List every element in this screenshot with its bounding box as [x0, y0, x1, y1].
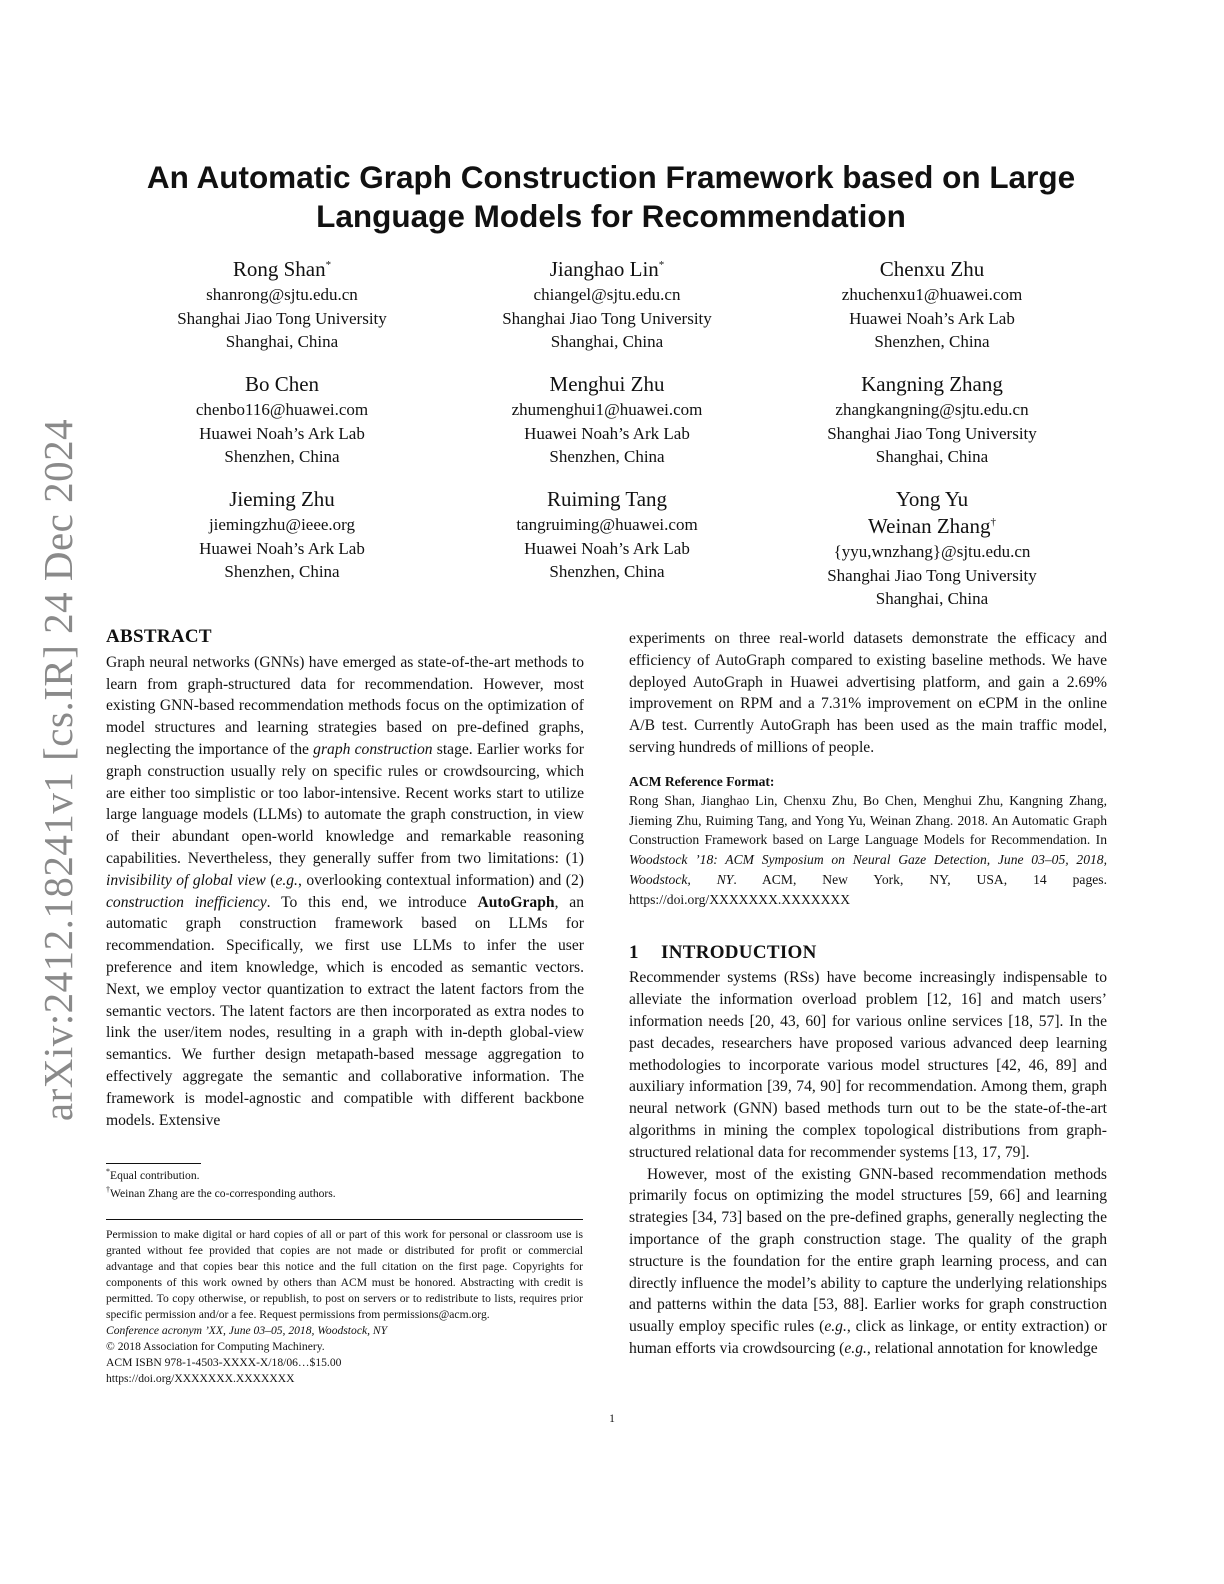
- arxiv-sidebar-stamp: [28, 418, 88, 1122]
- author-block: [442, 371, 772, 469]
- page-number: 1: [609, 1412, 615, 1425]
- author-location: Shanghai, China: [225, 332, 339, 351]
- footnote: †Weinan Zhang are the co-corresponding authors.: [106, 1185, 336, 1200]
- right-column: [629, 628, 1107, 1360]
- footnotes: [106, 1163, 584, 1204]
- author-location: Shenzhen, China: [549, 447, 665, 466]
- author-block: [117, 371, 447, 469]
- author-name: Jieming Zhu: [229, 487, 335, 511]
- author-name: Kangning Zhang: [861, 372, 1003, 396]
- author-email: {yyu,wnzhang}@sjtu.edu.cn: [833, 542, 1031, 561]
- introduction-heading: 1 INTRODUCTION: [629, 941, 817, 963]
- author-location: Shenzhen, China: [874, 332, 990, 351]
- author-block: [117, 256, 447, 354]
- author-email: zhuchenxu1@huawei.com: [841, 285, 1023, 304]
- author-location: Shenzhen, China: [549, 562, 665, 581]
- abstract-heading: ABSTRACT: [106, 626, 212, 647]
- author-affiliation: Huawei Noah’s Ark Lab: [524, 423, 690, 443]
- author-block: [442, 486, 772, 584]
- acm-reference-heading: ACM Reference Format:: [629, 773, 775, 789]
- author-affiliation: Huawei Noah’s Ark Lab: [524, 538, 690, 558]
- author-affiliation: Shanghai Jiao Tong University: [827, 423, 1037, 443]
- abstract-continuation: experiments on three real-world datasets demonstrate the efficacy and efficiency of AutoGraph compared to existing baseline methods. We have deployed AutoGraph in Huawei advertising platform, and gain a 2.69% improvement on RPM and a 7.31% improvement on eCPM in the online A/B test. Currently AutoGraph has been used as the main traffic model, serving hundreds of millions of people.: [629, 630, 1107, 756]
- author-location: Shanghai, China: [875, 589, 989, 608]
- author-email: chiangel@sjtu.edu.cn: [533, 285, 681, 304]
- author-email: jiemingzhu@ieee.org: [208, 515, 356, 534]
- author-email: zhumenghui1@huawei.com: [511, 400, 703, 419]
- acm-reference-text: Rong Shan, Jianghao Lin, Chenxu Zhu, Bo Chen, Menghui Zhu, Kangning Zhang, Jieming Zhu, Ruiming Tang, and Yong Yu, Weinan Zhang. 2018. An Automatic Graph Construction Framework based on Large Language Models for Recommendation. In Woodstock ’18: ACM Symposium on Neural Gaze Detection, June 03–05, 2018, Woodstock, NY. ACM, New York, NY, USA, 14 pages. https://doi.org/XXXXXXX.XXXXXXX: [629, 792, 1107, 907]
- author-affiliation: Shanghai Jiao Tong University: [827, 565, 1037, 585]
- author-affiliation: Shanghai Jiao Tong University: [177, 308, 387, 328]
- abstract-text: Graph neural networks (GNNs) have emerged as state-of-the-art methods to learn from graph-structured data for recommendation. However, most existing GNN-based recommendation methods focus on the optimization of model structures and learning strategies based on pre-defined graphs, neglecting the importance of the graph construction stage. Earlier works for graph construction usually rely on specific rules or crowdsourcing, which are either too simplistic or too labor-intensive. Recent works start to utilize large language models (LLMs) to automate the graph construction, in view of their abundant open-world knowledge and remarkable reasoning capabilities. Nevertheless, they generally suffer from two limitations: (1) invisibility of global view (e.g., overlooking contextual information) and (2) construction inefficiency. To this end, we introduce AutoGraph, an automatic graph construction framework based on LLMs for recommendation. Specifically, we first use LLMs to infer the user preference and item knowledge, which is encoded as semantic vectors. Next, we employ vector quantization to extract the latent factors from the semantic vectors. The latent factors are then incorporated as extra nodes to link the user/item nodes, resulting in a graph with in-depth global-view semantics. We further design metapath-based message aggregation to effectively aggregate the semantic and collaborative information. The framework is model-agnostic and compatible with different backbone models. Extensive: [106, 653, 585, 1129]
- author-name: Jianghao Lin*: [549, 257, 665, 281]
- footnote-rule: [106, 1163, 201, 1164]
- author-block: [767, 486, 1097, 611]
- author-affiliation: Huawei Noah’s Ark Lab: [199, 423, 365, 443]
- author-name: Rong Shan*: [232, 257, 332, 281]
- author-name: Yong Yu: [895, 487, 969, 511]
- author-block: [767, 371, 1097, 469]
- author-block: [442, 256, 772, 354]
- author-name: Menghui Zhu: [549, 372, 665, 396]
- author-email: shanrong@sjtu.edu.cn: [206, 285, 358, 304]
- author-block: [117, 486, 447, 584]
- author-name: Ruiming Tang: [546, 487, 668, 511]
- author-location: Shenzhen, China: [224, 562, 340, 581]
- author-name: Weinan Zhang†: [867, 514, 996, 538]
- permission-text: Permission to make digital or hard copies of all or part of this work for personal or classroom use is granted without fee provided that copies are not made or distributed for profit or commercial advantage and that copies bear this notice and the full citation on the first page. Copyrights for components of this work owned by others than ACM must be honored. Abstracting with credit is permitted. To copy otherwise, or republish, to post on servers or to redistribute to lists, requires prior specific permission and/or a fee. Request permissions from permissions@acm.org.: [106, 1228, 583, 1321]
- author-affiliation: Huawei Noah’s Ark Lab: [849, 308, 1015, 328]
- author-location: Shanghai, China: [550, 332, 664, 351]
- footnote: *Equal contribution.: [106, 1167, 200, 1182]
- author-location: Shenzhen, China: [224, 447, 340, 466]
- permission-block: [106, 1219, 583, 1387]
- author-email: chenbo116@huawei.com: [195, 400, 369, 419]
- author-affiliation: Shanghai Jiao Tong University: [502, 308, 712, 328]
- author-location: Shanghai, China: [875, 447, 989, 466]
- author-email: zhangkangning@sjtu.edu.cn: [835, 400, 1029, 419]
- author-affiliation: Huawei Noah’s Ark Lab: [199, 538, 365, 558]
- author-email: tangruiming@huawei.com: [516, 515, 698, 534]
- left-column: [106, 626, 584, 1131]
- isbn-line: ACM ISBN 978-1-4503-XXXX-X/18/06…$15.00: [106, 1356, 342, 1369]
- doi-line: https://doi.org/XXXXXXX.XXXXXXX: [106, 1372, 295, 1385]
- author-block: [767, 256, 1097, 354]
- conference-line: Conference acronym ’XX, June 03–05, 2018, Woodstock, NY: [106, 1324, 388, 1337]
- intro-paragraph: Recommender systems (RSs) have become increasingly indispensable to alleviate the information overload problem [12, 16] and match users’ information needs [20, 43, 60] for various online services [18, 57]. In the past decades, researchers have proposed various advanced deep learning methodologies to incorporate various model structures [42, 46, 89] and auxiliary information [39, 74, 90] for recommendation. Among them, graph neural network (GNN) based methods turn out to be the state-of-the-art algorithms in mining the complex topological distributions from graph-structured relational data for recommender systems [13, 17, 79].: [629, 969, 1107, 1161]
- copyright-line: © 2018 Association for Computing Machinery.: [106, 1340, 325, 1353]
- arxiv-id: arXiv:2412.18241v1 [cs.IR] 24 Dec 2024: [35, 418, 81, 1122]
- author-name: Bo Chen: [244, 372, 320, 396]
- author-name: Chenxu Zhu: [879, 257, 985, 281]
- paper-title: An Automatic Graph Construction Framework based on Large Language Models for Recommendation: [146, 159, 1076, 234]
- intro-paragraph: However, most of the existing GNN-based recommendation methods primarily focus on optimizing the model structures [59, 66] and learning strategies [34, 73] based on the pre-defined graphs, generally neglecting the importance of the graph construction stage. The quality of the graph structure is the foundation for the entire graph learning process, and can directly influence the model’s ability to capture the underlying relationships and patterns within the data [53, 88]. Earlier works for graph construction usually employ specific rules (e.g., click as linkage, or entity extraction) or human efforts via crowdsourcing (e.g., relational annotation for knowledge: [629, 1165, 1108, 1357]
